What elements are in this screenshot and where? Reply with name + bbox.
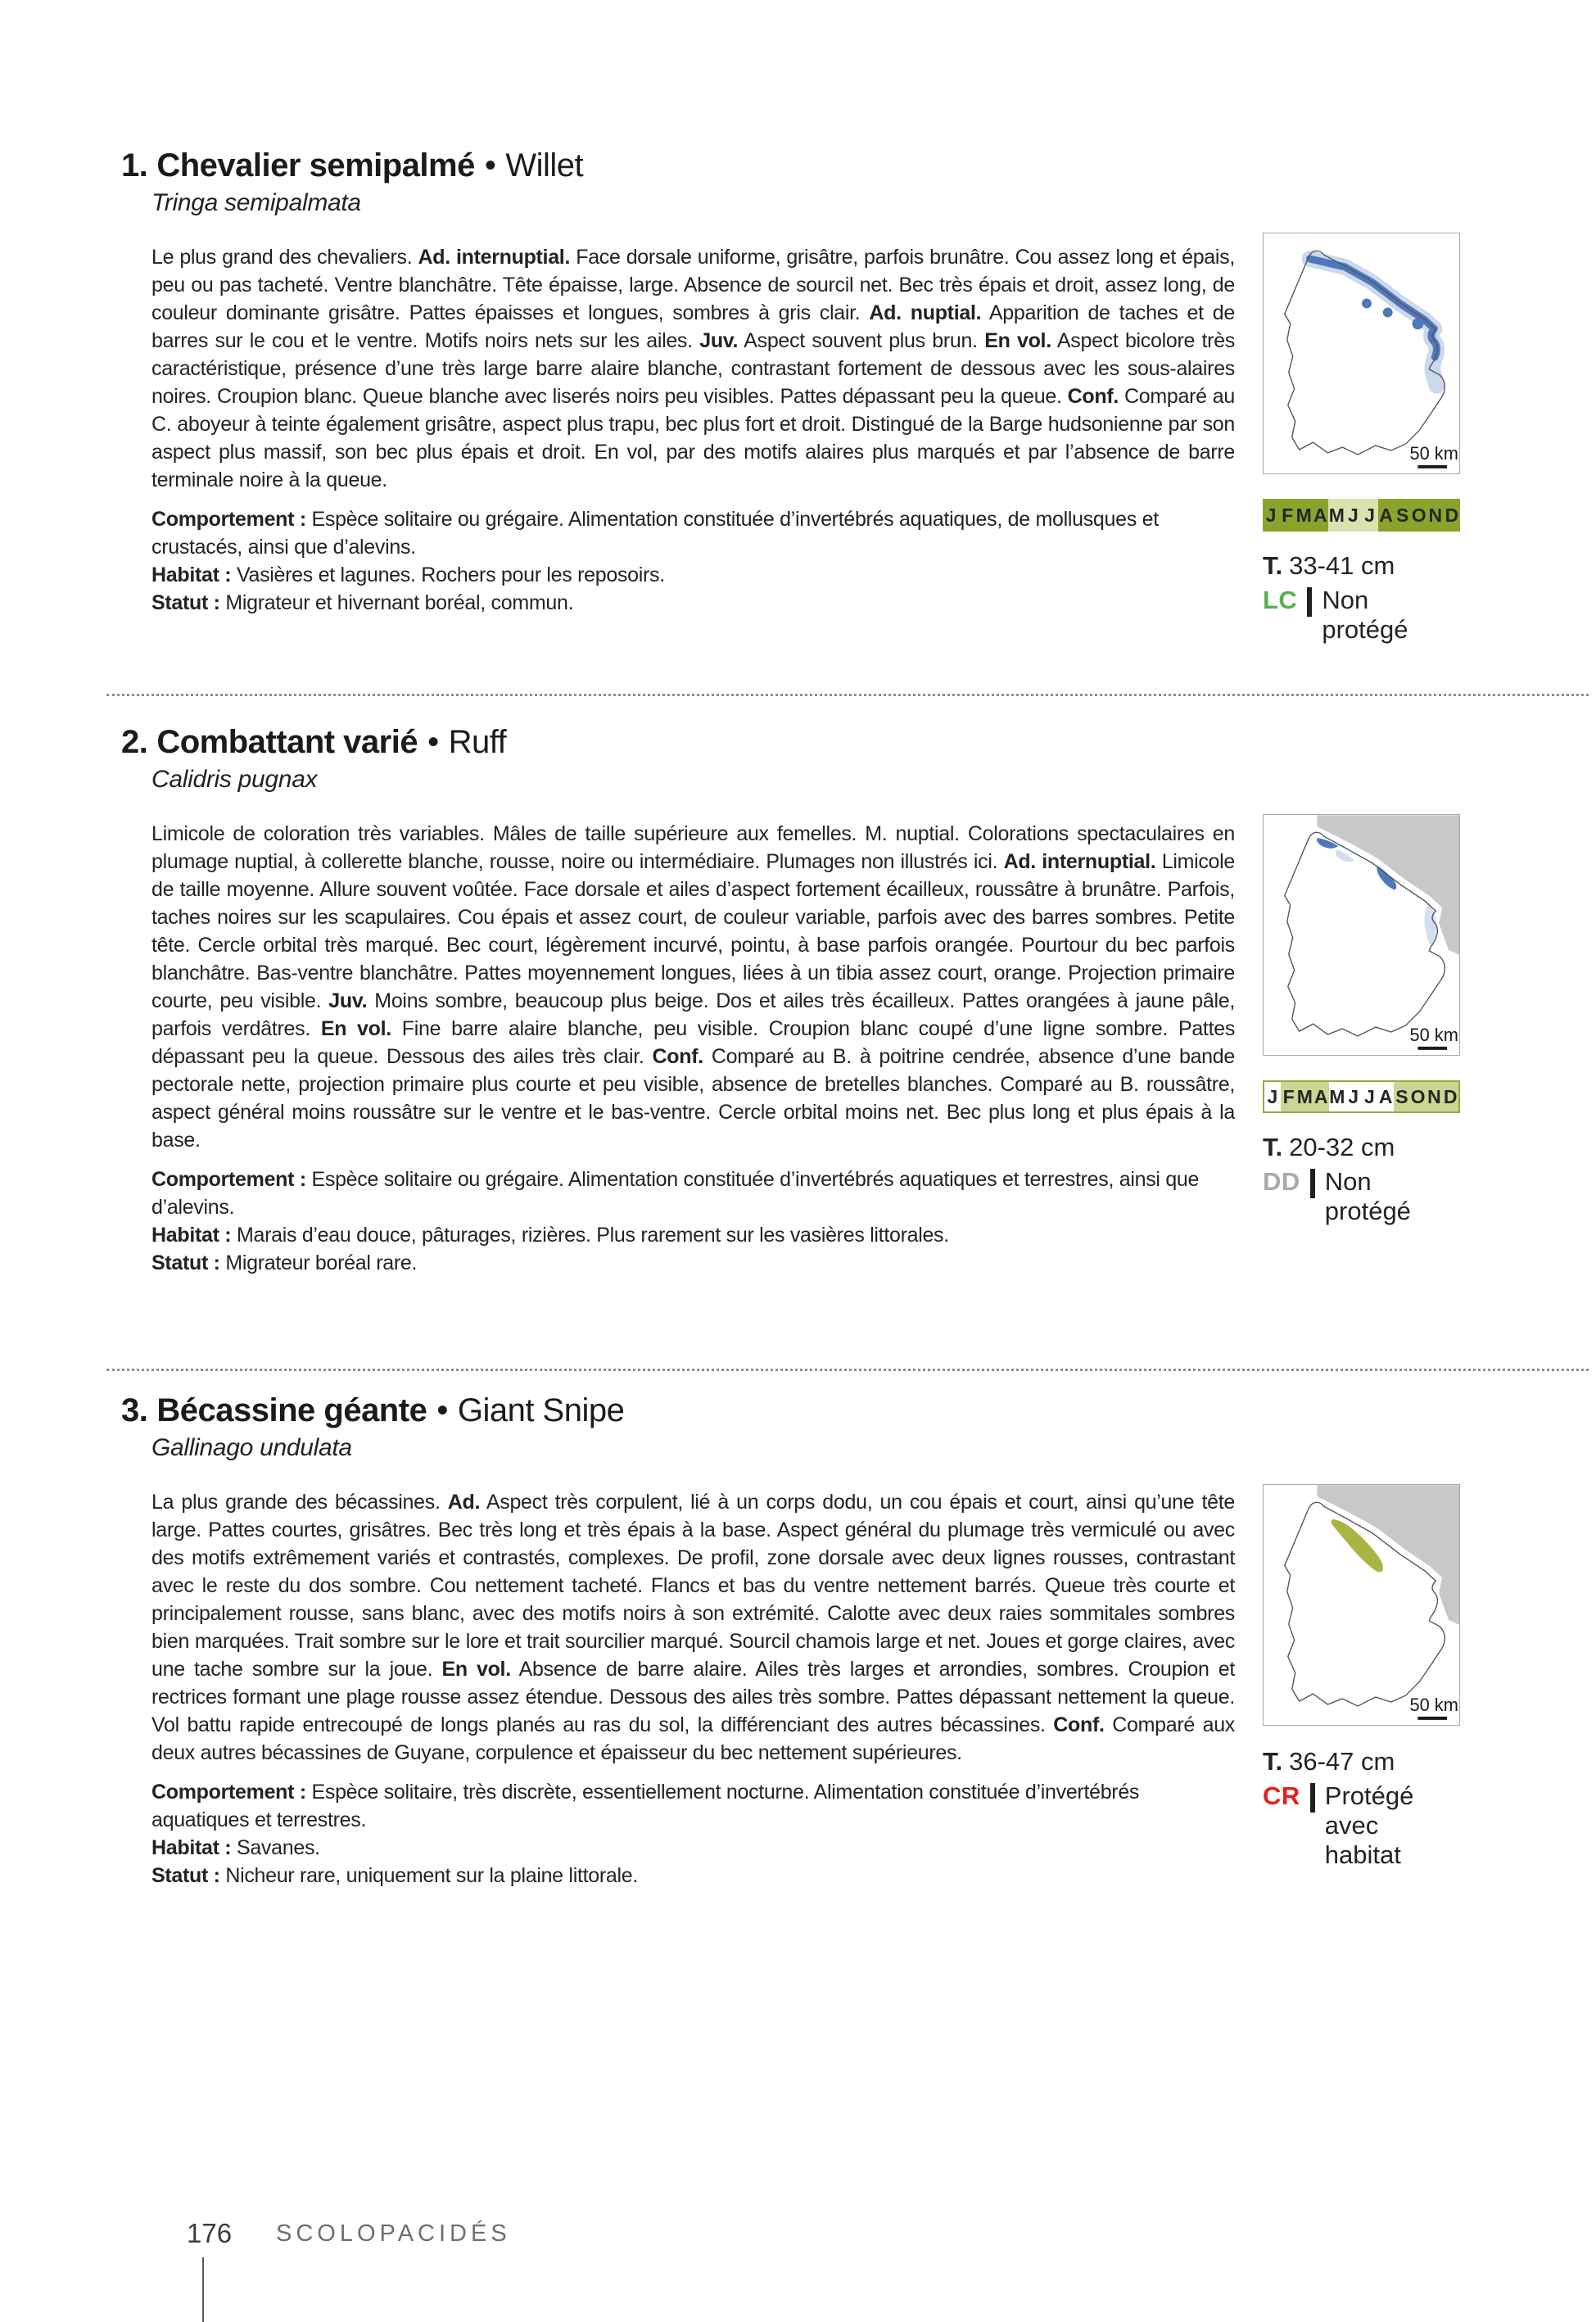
scientific-name: Calidris pugnax bbox=[151, 765, 318, 793]
month-cell: J bbox=[1361, 499, 1377, 532]
statut-line bbox=[151, 589, 1235, 617]
description-keyword: Ad. internuptial. bbox=[1003, 849, 1156, 873]
description-keyword: En vol. bbox=[984, 328, 1051, 352]
habitat-text: Marais d’eau douce, pâturages, rizières. Plus rarement sur les vasières littorales. bbox=[231, 1223, 949, 1247]
description-keyword: Ad. internuptial. bbox=[418, 245, 571, 269]
behavior-label: Comportement : bbox=[151, 507, 306, 531]
description-text: Moins sombre, beaucoup plus beige. Dos et ailes très écailleux. Pattes orangées à jaune pâle, parfois verdâtres. bbox=[151, 989, 1235, 1040]
size-value: 36-47 cm bbox=[1289, 1747, 1395, 1776]
status-divider bbox=[1310, 1169, 1315, 1198]
page-number: 176 bbox=[187, 2218, 233, 2248]
size-line bbox=[1263, 1133, 1460, 1162]
month-cell: D bbox=[1445, 504, 1459, 526]
range-dot bbox=[1383, 307, 1393, 317]
description-text: Comparé aux deux autres bécassines de Guyane, corpulence et épaisseur du bec nettement supérieures. bbox=[151, 1713, 1235, 1764]
statut-line bbox=[151, 1862, 1235, 1890]
species-name-fr: Combattant varié bbox=[156, 724, 418, 760]
behavior-label: Comportement : bbox=[151, 1167, 306, 1191]
description-keyword: Conf. bbox=[652, 1044, 703, 1068]
dotted-separator bbox=[106, 694, 1589, 696]
behavior-text: Espèce solitaire ou grégaire. Alimentation constituée d’invertébrés aquatiques et terrestres, ainsi que d’alevins. bbox=[151, 1167, 1200, 1219]
size-label: T. bbox=[1263, 551, 1283, 580]
description-text: La plus grande des bécassines. bbox=[151, 1490, 448, 1514]
species-meta bbox=[151, 505, 1235, 617]
map-scale-label: 50 km bbox=[1409, 442, 1458, 464]
statut-text: Migrateur et hivernant boréal, commun. bbox=[219, 591, 574, 614]
month-cell: A bbox=[1379, 504, 1393, 526]
month-cell: S bbox=[1395, 1085, 1408, 1107]
map-scale-label: 50 km bbox=[1409, 1024, 1458, 1045]
month-cell: D bbox=[1443, 1085, 1458, 1107]
dotted-separator bbox=[106, 1369, 1589, 1371]
description-keyword: Conf. bbox=[1067, 384, 1119, 408]
size-label: T. bbox=[1263, 1747, 1283, 1776]
statut-text: Nicheur rare, uniquement sur la plaine littorale. bbox=[219, 1863, 638, 1887]
protection-label: Non protégé bbox=[1322, 586, 1408, 644]
size-value: 33-41 cm bbox=[1289, 551, 1395, 580]
guiana-map-icon bbox=[1264, 815, 1459, 1055]
title-bullet: • bbox=[427, 724, 439, 760]
size-label: T. bbox=[1263, 1133, 1283, 1161]
description-text: Aspect très corpulent, lié à un corps dodu, un cou épais et court, ainsi qu’une tête large. Pattes courtes, grisâtres. Bec très long et très épais à la base. Aspect général du plumage très vermiculé ou avec des motifs extrêmement variés et contrastés, complexes. De profil, zone dorsale avec deux lignes rousses, contrastant avec le reste du dos sombre. Cou nettement tacheté. Flancs et bas du ventre nettement barrés. Queue très courte et principalement rousse, sans blanc, avec des motifs noirs à son extrémité. Calotte avec deux raies sommitales sombres bien marquées. Trait sombre sur le lore et trait sourcilier marqué. Sourcil chamois large et net. Joues et gorge claires, avec une tache sombre sur la joue. bbox=[151, 1490, 1235, 1681]
map-scale-label: 50 km bbox=[1409, 1694, 1458, 1715]
month-cell: N bbox=[1427, 1085, 1441, 1107]
statut-line bbox=[151, 1249, 1235, 1277]
range-dot bbox=[1362, 299, 1372, 309]
month-cell: J bbox=[1362, 1082, 1378, 1111]
size-line bbox=[1263, 551, 1460, 581]
species-description bbox=[151, 820, 1235, 1154]
behavior-line bbox=[151, 1778, 1235, 1834]
distribution-map bbox=[1263, 814, 1460, 1056]
footer-rule bbox=[202, 2257, 204, 2322]
size-value: 20-32 cm bbox=[1289, 1133, 1395, 1161]
scientific-name: Gallinago undulata bbox=[151, 1433, 352, 1461]
description-text: Limicole de taille moyenne. Allure souvent voûtée. Face dorsale et ailes d’aspect fortement écailleux, roussâtre à brunâtre. Parfois, taches noires sur les scapulaires. Cou épais et assez court, de couleur variable, parfois avec des barres sombres. Petite tête. Cercle orbital très marqué. Bec court, légèrement incurvé, pointu, à base parfois orangée. Pourtour du bec parfois blanchâtre. Bas-ventre blanchâtre. Pattes moyennement longues, liées à un tibia assez court, orange. Projection primaire courte, peu visible. bbox=[151, 849, 1236, 1012]
distribution-map bbox=[1263, 1484, 1460, 1726]
species-name-fr: Chevalier semipalmé bbox=[156, 147, 475, 183]
scientific-name: Tringa semipalmata bbox=[151, 188, 361, 216]
habitat-label: Habitat : bbox=[151, 1223, 232, 1247]
species-name-en: Giant Snipe bbox=[457, 1392, 625, 1428]
month-cell: S bbox=[1395, 504, 1409, 526]
behavior-label: Comportement : bbox=[151, 1780, 306, 1804]
species-title bbox=[121, 1392, 1237, 1429]
month-cell: M bbox=[1329, 1082, 1345, 1111]
description-text: Fine barre alaire blanche, peu visible. Croupion blanc coupé d’une ligne sombre. Pattes dépassant peu la queue. Dessous des ailes très clair. bbox=[151, 1016, 1236, 1068]
description-text: Le plus grand des chevaliers. bbox=[151, 245, 418, 269]
description-keyword: Juv. bbox=[328, 989, 368, 1012]
status-line bbox=[1263, 586, 1460, 645]
range-patch bbox=[1317, 838, 1338, 849]
habitat-line bbox=[151, 561, 1235, 589]
iucn-code: DD bbox=[1263, 1167, 1300, 1196]
month-cell: J bbox=[1265, 504, 1277, 526]
description-text: Aspect souvent plus brun. bbox=[738, 328, 985, 352]
description-keyword: Conf. bbox=[1053, 1713, 1105, 1736]
behavior-text: Espèce solitaire ou grégaire. Alimentation constituée d’invertébrés aquatiques, de mollusques et crustacés, ainsi que d’alevins. bbox=[151, 507, 1159, 559]
habitat-label: Habitat : bbox=[151, 563, 232, 586]
statut-label: Statut : bbox=[151, 1251, 220, 1274]
description-keyword: En vol. bbox=[320, 1016, 391, 1040]
protection-label: Non protégé bbox=[1324, 1167, 1411, 1225]
status-line bbox=[1263, 1781, 1460, 1870]
description-keyword: Ad. bbox=[447, 1490, 481, 1514]
title-bullet: • bbox=[484, 147, 496, 183]
size-line bbox=[1263, 1747, 1460, 1777]
month-cell: A bbox=[1313, 504, 1327, 526]
species-description bbox=[151, 243, 1235, 494]
distribution-map bbox=[1263, 233, 1460, 474]
statut-label: Statut : bbox=[151, 591, 220, 614]
species-entry-1 bbox=[0, 147, 1596, 644]
iucn-code: CR bbox=[1263, 1781, 1300, 1810]
species-sidebar bbox=[1263, 1484, 1460, 1870]
month-cell: M bbox=[1296, 1085, 1313, 1107]
status-divider bbox=[1307, 587, 1312, 617]
species-meta bbox=[151, 1166, 1235, 1277]
section-title: SCOLOPACIDÉS bbox=[276, 2220, 511, 2247]
behavior-text: Espèce solitaire, très discrète, essentiellement nocturne. Alimentation constituée d’invertébrés aquatiques et terrestres. bbox=[151, 1780, 1140, 1831]
habitat-line bbox=[151, 1834, 1235, 1862]
guiana-map-icon bbox=[1264, 1485, 1459, 1725]
species-number: 1. bbox=[121, 147, 148, 183]
species-number: 3. bbox=[121, 1392, 148, 1428]
species-title bbox=[121, 724, 1237, 761]
range-patch bbox=[1332, 1519, 1383, 1572]
habitat-text: Savanes. bbox=[231, 1835, 320, 1859]
month-cell: A bbox=[1377, 1082, 1394, 1111]
description-keyword: Juv. bbox=[699, 328, 739, 352]
species-title bbox=[121, 147, 1237, 184]
species-entry-3 bbox=[0, 1392, 1596, 1890]
species-name-en: Willet bbox=[505, 147, 584, 183]
ocean-fill bbox=[1317, 1485, 1459, 1625]
month-cell: J bbox=[1345, 499, 1361, 532]
species-description bbox=[151, 1488, 1235, 1767]
description-text: Apparition de taches et de barres sur le cou et le ventre. Motifs noirs nets sur les ailes. bbox=[151, 301, 1235, 352]
month-cell: J bbox=[1345, 1082, 1362, 1111]
month-cell: F bbox=[1282, 1085, 1295, 1107]
range-dot bbox=[1412, 318, 1423, 329]
page-footer bbox=[0, 2211, 1596, 2322]
statut-label: Statut : bbox=[151, 1863, 220, 1887]
protection-label: Protégé avec habitat bbox=[1324, 1781, 1414, 1869]
habitat-text: Vasières et lagunes. Rochers pour les reposoirs. bbox=[231, 563, 665, 586]
month-cell: J bbox=[1264, 1082, 1281, 1111]
species-meta bbox=[151, 1778, 1235, 1890]
month-cell: O bbox=[1411, 504, 1426, 526]
description-keyword: Ad. nuptial. bbox=[869, 301, 982, 324]
month-cell: N bbox=[1428, 504, 1443, 526]
behavior-line bbox=[151, 1166, 1235, 1221]
month-cell: M bbox=[1295, 504, 1312, 526]
seasonality-calendar bbox=[1263, 499, 1460, 532]
species-entry-2 bbox=[0, 724, 1596, 1277]
month-cell: F bbox=[1282, 504, 1294, 526]
month-cell: M bbox=[1328, 499, 1345, 532]
description-text: Limicole de coloration très variables. Mâles de taille supérieure aux femelles. M. nuptial. Colorations spectaculaires en plumage nuptial, à collerette blanche, rousse, noire ou intermédiaire. Plumages non illustrés ici. bbox=[151, 822, 1235, 873]
month-cell: O bbox=[1410, 1085, 1426, 1107]
title-bullet: • bbox=[436, 1392, 448, 1428]
species-name-en: Ruff bbox=[448, 724, 507, 760]
description-text: Absence de barre alaire. Ailes très larges et arrondies, sombres. Croupion et rectrices formant une plage rousse assez étendue. Dessous des ailes très sombre. Pattes dépassant nettement la queue. Vol battu rapide entrecoupé de longs planés au ras du sol, la différenciant des autres bécassines. bbox=[151, 1657, 1235, 1736]
habitat-label: Habitat : bbox=[151, 1835, 232, 1859]
species-sidebar bbox=[1263, 233, 1460, 645]
species-sidebar bbox=[1263, 814, 1460, 1226]
description-text: Comparé au C. aboyeur à teinte également grisâtre, aspect plus trapu, bec plus fort et droit. Distingué de la Barge hudsonienne par son aspect plus massif, son bec plus épais et droit. En vol, par des motifs alaires plus marqués et par l’absence de barre terminale noire à la queue. bbox=[151, 384, 1235, 491]
habitat-line bbox=[151, 1221, 1235, 1249]
description-text: Aspect bicolore très caractéristique, présence d’une très large barre alaire blanche, contrastant fortement de dessous avec les sous-alaires noires. Croupion blanc. Queue blanche avec liserés noirs peu visibles. Pattes dépassant peu la queue. bbox=[151, 328, 1235, 408]
description-text: Comparé au B. à poitrine cendrée, absence d’une bande pectorale nette, projection primaire plus courte et peu visible, absence de bretelles blanches. Comparé au B. roussâtre, aspect général moins roussâtre sur le ventre et le bas-ventre. Cercle orbital moins net. Bec plus long et plus épais à la base. bbox=[151, 1044, 1235, 1152]
behavior-line bbox=[151, 505, 1235, 561]
statut-text: Migrateur boréal rare. bbox=[219, 1251, 418, 1274]
status-divider bbox=[1310, 1783, 1315, 1813]
month-cell: A bbox=[1313, 1085, 1328, 1107]
species-number: 2. bbox=[121, 724, 148, 760]
species-name-fr: Bécassine géante bbox=[156, 1392, 427, 1428]
status-line bbox=[1263, 1167, 1460, 1226]
description-keyword: En vol. bbox=[441, 1657, 511, 1681]
guiana-map-icon bbox=[1264, 233, 1459, 473]
iucn-code: LC bbox=[1263, 586, 1298, 614]
description-text: Face dorsale uniforme, grisâtre, parfois brunâtre. Cou assez long et épais, peu ou pas tacheté. Ventre blanchâtre. Tête épaisse, large. Absence de sourcil net. Bec très épais et droit, assez long, de couleur dominante grisâtre. Pattes épaisses et longues, sombres à gris clair. bbox=[151, 245, 1235, 324]
seasonality-calendar bbox=[1263, 1080, 1460, 1113]
